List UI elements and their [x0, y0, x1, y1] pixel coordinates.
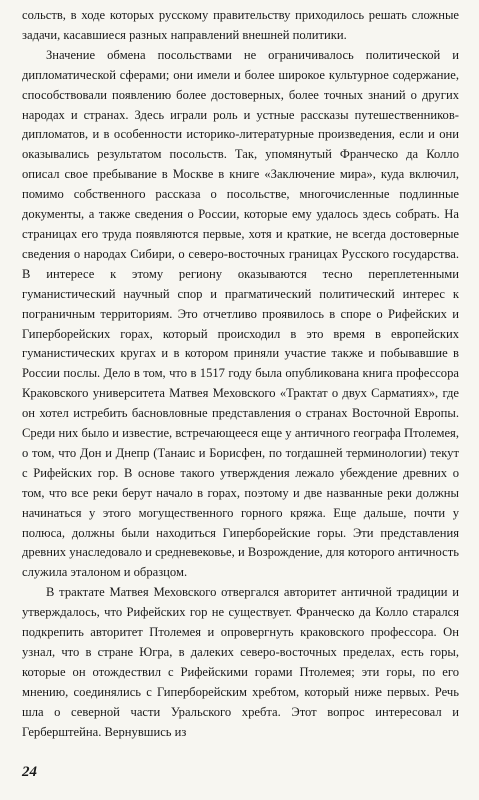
- page-number: 24: [22, 764, 37, 780]
- paragraph-embassy-significance: Значение обмена посольствами не ограничивалось политической и дипломатической сферами; они имели и более широкое культурное содержание, способствовали появлению более достоверных, более точных знаний о других народах и странах. Здесь играли роль и устные рассказы путешественников-дипломатов, и в особенности историко-литературные произведения, если и они оказывались результатом посольств. Так, упомянутый Франческо да Колло описал свое пребывание в Москве в книге «Заключение мира», куда включил, помимо собственного рассказа о посольстве, многочисленные подлинные документы, а также сведения о России, которые ему удалось здесь собрать. На страницах его труда появляются первые, хотя и краткие, не всегда достоверные сведения о народах Сибири, о северо-восточных границах Русского государства. В интересе к этому региону оказываются тесно переплетенными гуманистический научный спор и прагматический политический интерес к пограничным территориям. Это отчетливо проявилось в споре о Рифейских и Гиперборейских горах, который происходил в это время в европейских гуманистических кругах и в котором приняли участие также и побывавшие в России послы. Дело в том, что в 1517 году была опубликована книга профессора Краковского университета Матвея Меховского «Трактат о двух Сарматиях», где он хотел истребить басновловные представления о странах Восточной Европы. Среди них было и известие, встречающееся еще у античного географа Птолемея, о том, что Дон и Днепр (Танаис и Борисфен, по тогдашней терминологии) текут с Рифейских гор. В основе такого утверждения лежало убеждение древних о том, что все реки берут начало в горах, поэтому и две названные реки должны начинаться у этого могущественного горного кряжа. Еще дальше, почти у полюса, должны были находиться Гиперборейские горы. Эти представления древних унаследовало и средневековье, и Возрождение, для которого античность служила эталоном и образцом.: [22, 47, 459, 580]
- paragraph-mechovsky-treatise: В трактате Матвея Меховского отвергался авторитет античной традиции и утверждалось, что Рифейских гор не существует. Франческо да Колло старался подкрепить авторитет Птолемея и опровергнуть краковского профессора. Он узнал, что в стране Югра, в далеких северо-восточных пределах, есть горы, которые он отождествил с Рифейскими горами Птолемея; эти горы, по его мнению, соединялись с Гиперборейским хребтом, который ниже первых. Речь шла о северной части Уральского хребта. Этот вопрос интересовал и Герберштейна. Вернувшись из: [22, 585, 459, 739]
- body-text: [22, 6, 459, 743]
- paragraph-continuation: сольств, в ходе которых русскому правительству приходилось решать сложные задачи, касавшиеся разных направлений внешней политики.: [22, 8, 459, 42]
